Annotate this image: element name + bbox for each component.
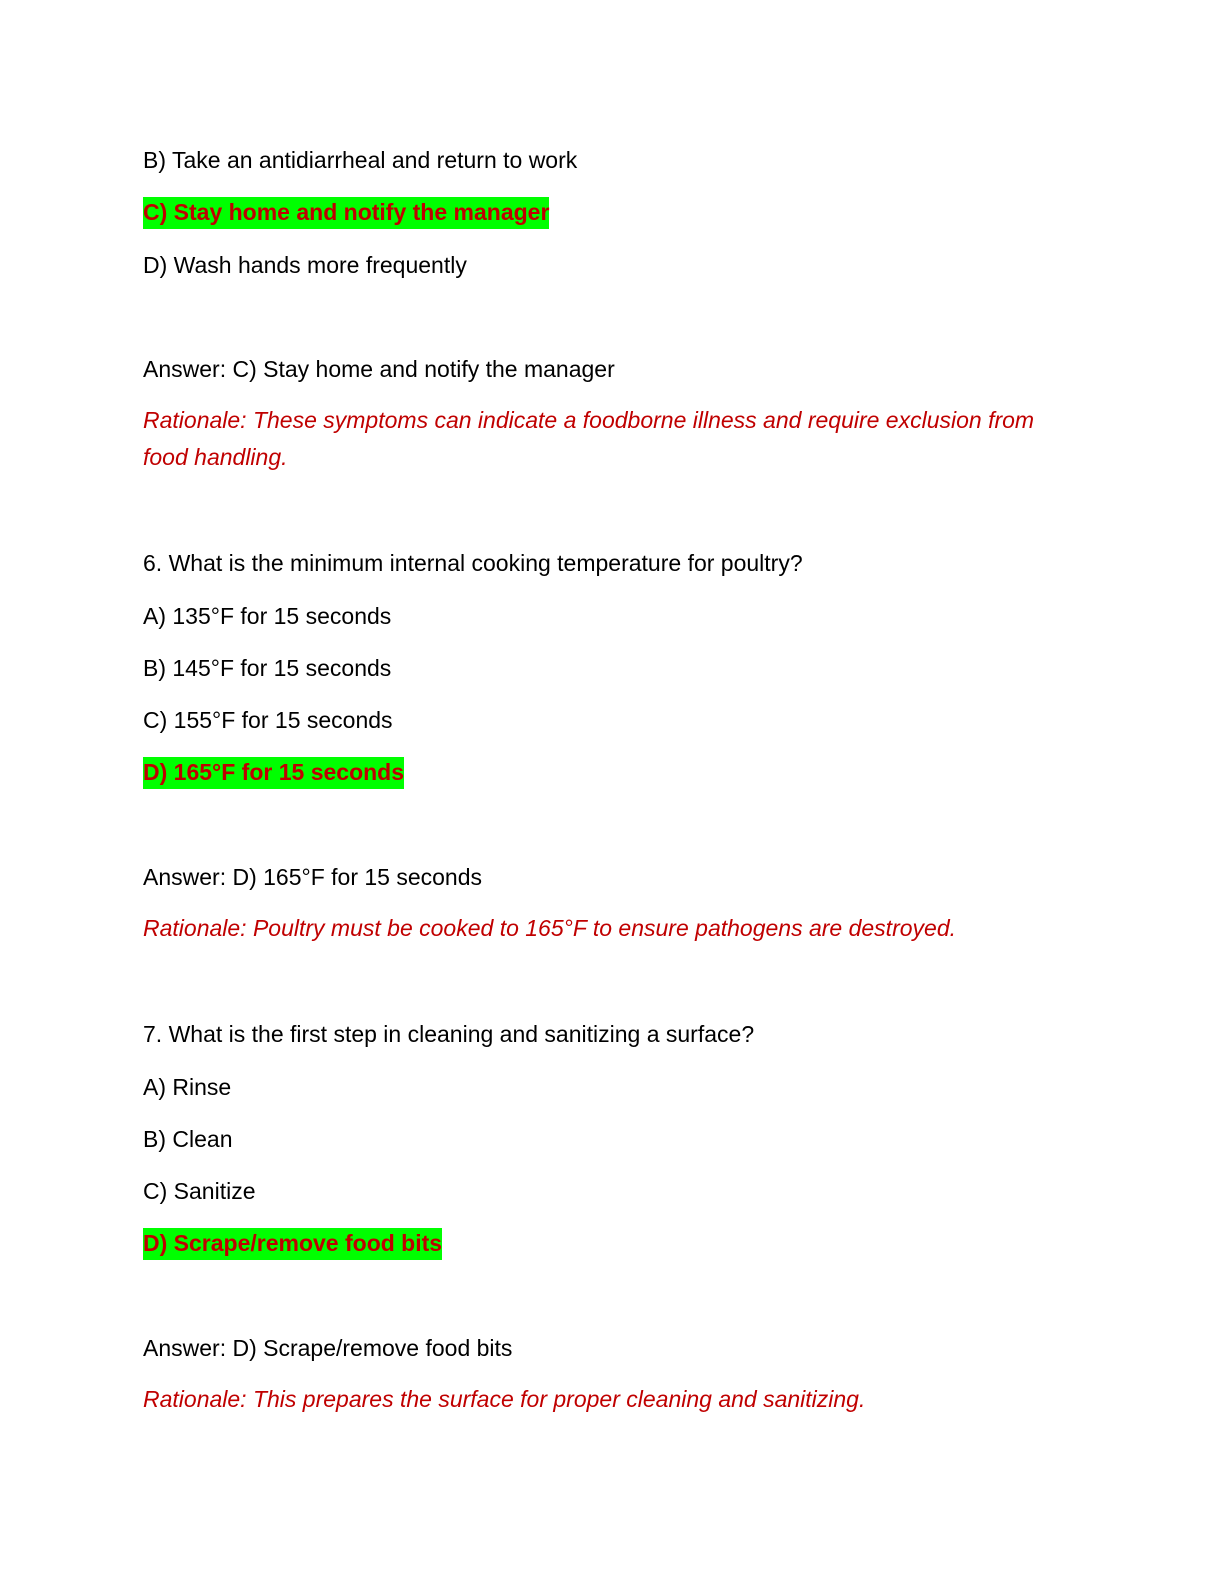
- correct-answer-highlight: C) Stay home and notify the manager: [143, 197, 549, 229]
- q7-option-c: C) Sanitize: [143, 1178, 256, 1204]
- q5-rationale: Rationale: These symptoms can indicate a foodborne illness and require exclusion from food handling.: [143, 407, 1035, 470]
- q6-question: 6. What is the minimum internal cooking temperature for poultry?: [143, 550, 803, 576]
- q7-option-a: A) Rinse: [143, 1074, 232, 1100]
- q6-answer: Answer: D) 165°F for 15 seconds: [143, 864, 483, 890]
- q5-option-d: D) Wash hands more frequently: [143, 252, 467, 278]
- q7-option-b: B) Clean: [143, 1126, 233, 1152]
- q6-option-b: B) 145°F for 15 seconds: [143, 655, 392, 681]
- correct-answer-highlight: D) 165°F for 15 seconds: [143, 757, 404, 789]
- q6-option-c: C) 155°F for 15 seconds: [143, 707, 393, 733]
- q6-rationale: Rationale: Poultry must be cooked to 165°F to ensure pathogens are destroyed.: [143, 915, 956, 941]
- q7-option-d-correct: [143, 1228, 442, 1258]
- q7-answer: Answer: D) Scrape/remove food bits: [143, 1335, 513, 1361]
- q5-answer: Answer: C) Stay home and notify the manager: [143, 356, 615, 382]
- q7-rationale: Rationale: This prepares the surface for proper cleaning and sanitizing.: [143, 1386, 866, 1412]
- q5-option-c-correct: [143, 197, 549, 227]
- correct-answer-highlight: D) Scrape/remove food bits: [143, 1228, 442, 1260]
- q7-question: 7. What is the first step in cleaning and sanitizing a surface?: [143, 1021, 755, 1047]
- q6-option-d-correct: [143, 757, 404, 787]
- q6-option-a: A) 135°F for 15 seconds: [143, 603, 392, 629]
- q5-option-b: B) Take an antidiarrheal and return to work: [143, 147, 578, 173]
